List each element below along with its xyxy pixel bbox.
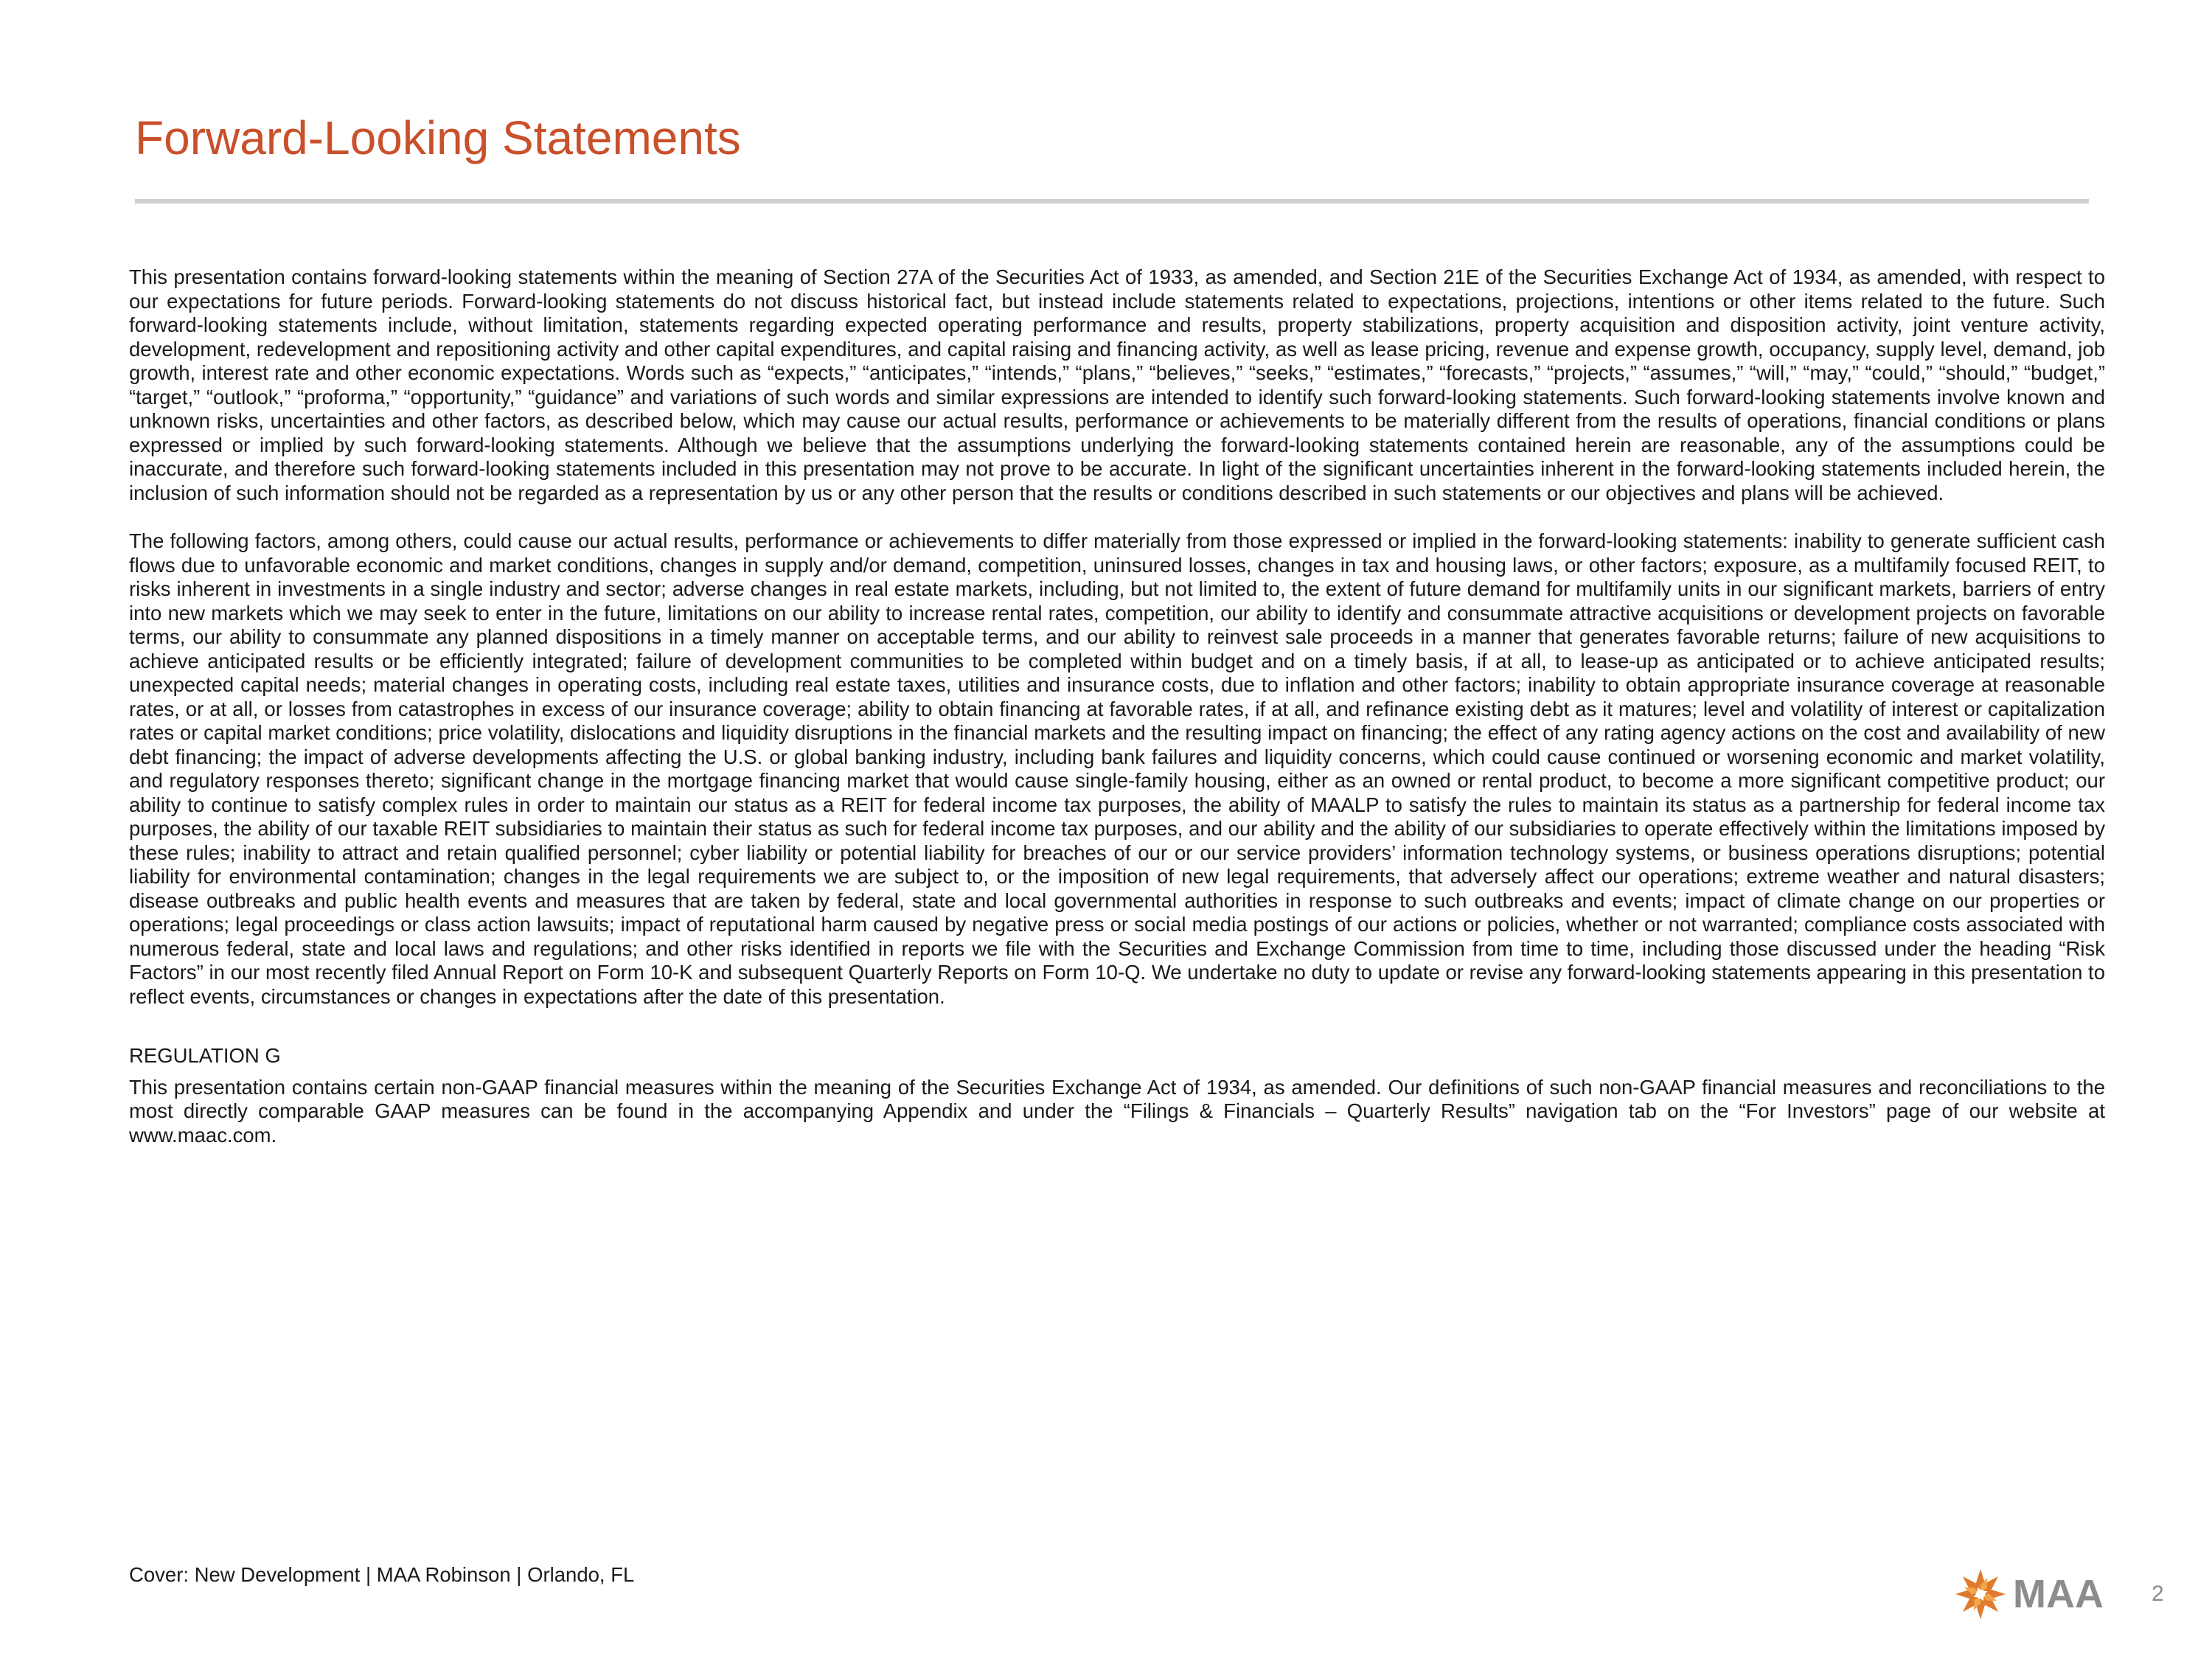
starburst-logo-icon xyxy=(1954,1565,2118,1624)
page-number: 2 xyxy=(2152,1582,2164,1606)
risk-factors-paragraph: The following factors, among others, could cause our actual results, performance or achievements to differ materially from those expressed or implied in the forward-looking statements: inability to generate sufficient cash flows due to unfavorable economic and market conditions, changes in supply and/or demand, competition, uninsured losses, changes in tax and housing laws, or other factors; exposure, as a multifamily focused REIT, to risks inherent in investments in a single industry and sector; adverse changes in real estate markets, including, but not limited to, the extent of future demand for multifamily units in our significant markets, barriers of entry into new markets which we may seek to enter in the future, limitations on our ability to increase rental rates, competition, our ability to identify and consummate attractive acquisitions or development projects on favorable terms, our ability to consummate any planned dispositions in a timely manner on acceptable terms, and our ability to reinvest sale proceeds in a manner that generates favorable returns; failure of new acquisitions to achieve anticipated results or be efficiently integrated; failure of development communities to be completed within budget and on a timely basis, if at all, to lease-up as anticipated or to achieve anticipated results; unexpected capital needs; material changes in operating costs, including real estate taxes, utilities and insurance costs, due to inflation and other factors; inability to obtain appropriate insurance coverage at reasonable rates, or at all, or losses from catastrophes in excess of our insurance coverage; ability to obtain financing at favorable rates, if at all, and refinance existing debt as it matures; level and volatility of interest or capitalization rates or capital market conditions; price volatility, dislocations and liquidity disruptions in the financial markets and the resulting impact on financing; the effect of any rating agency actions on the cost and availability of new debt financing; the impact of adverse developments affecting the U.S. or global banking industry, including bank failures and liquidity concerns, which could cause continued or worsening economic and market volatility, and regulatory responses thereto; significant change in the mortgage financing market that would cause single-family housing, either as an owned or rental product, to become a more significant competitive product; our ability to continue to satisfy complex rules in order to maintain our status as a REIT for federal income tax purposes, the ability of MAALP to satisfy the rules to maintain its status as a partnership for federal income tax purposes, the ability of our taxable REIT subsidiaries to maintain their status as such for federal income tax purposes, and our ability and the ability of our subsidiaries to operate effectively within the limitations imposed by these rules; inability to attract and retain qualified personnel; cyber liability or potential liability for breaches of our or our service providers’ information technology systems, or business operations disruptions; potential liability for environmental contamination; changes in the legal requirements we are subject to, or the imposition of new legal requirements, that adversely affect our operations; extreme weather and natural disasters; disease outbreaks and public health events and measures that are taken by federal, state and local governmental authorities in response to such outbreaks and events; impact of climate change on our properties or operations; legal proceedings or class action lawsuits; impact of reputational harm caused by negative press or social media postings of our actions or policies, whether or not warranted; compliance costs associated with numerous federal, state and local laws and regulations; and other risks identified in reports we file with the Securities and Exchange Commission from time to time, including those discussed under the heading “Risk Factors” in our most recently filed Annual Report on Form 10-K and subsequent Quarterly Reports on Form 10-Q. We undertake no duty to update or revise any forward-looking statements appearing in this presentation to reflect events, circumstances or changes in expectations after the date of this presentation. xyxy=(129,529,2105,1008)
content-body xyxy=(129,265,2105,1147)
intro-paragraph: This presentation contains forward-looking statements within the meaning of Section 27A of the Securities Act of 1933, as amended, and Section 21E of the Securities Exchange Act of 1934, as amended, with respect to our expectations for future periods. Forward-looking statements do not discuss historical fact, but instead include statements related to expectations, projections, intentions or other items related to the future. Such forward-looking statements include, without limitation, statements regarding expected operating performance and results, property stabilizations, property acquisition and disposition activity, joint venture activity, development, redevelopment and repositioning activity and other capital expenditures, and capital raising and financing activity, as well as lease pricing, revenue and expense growth, occupancy, supply level, demand, job growth, interest rate and other economic expectations. Words such as “expects,” “anticipates,” “intends,” “plans,” “believes,” “seeks,” “estimates,” “forecasts,” “projects,” “assumes,” “will,” “may,” “could,” “should,” “budget,” “target,” “outlook,” “proforma,” “opportunity,” “guidance” and variations of such words and similar expressions are intended to identify such forward-looking statements. Such forward-looking statements involve known and unknown risks, uncertainties and other factors, as described below, which may cause our actual results, performance or achievements to be materially different from the results of operations, financial conditions or plans expressed or implied by such forward-looking statements. Although we believe that the assumptions underlying the forward-looking statements contained herein are reasonable, any of the assumptions could be inaccurate, and therefore such forward-looking statements included in this presentation may not prove to be accurate. In light of the significant uncertainties inherent in the forward-looking statements included herein, the inclusion of such information should not be regarded as a representation by us or any other person that the results or conditions described in such statements or our objectives and plans will be achieved. xyxy=(129,265,2105,504)
logo-wordmark: MAA xyxy=(2013,1572,2104,1616)
regulation-g-paragraph: This presentation contains certain non-GAAP financial measures within the meaning of the Securities Exchange Act of 1934, as amended. Our definitions of such non-GAAP financial measures and reconciliations to the most directly comparable GAAP measures can be found in the accompanying Appendix and under the “Filings & Financials – Quarterly Results” navigation tab on the “For Investors” page of our website at www.maac.com. xyxy=(129,1075,2105,1147)
cover-caption: Cover: New Development | MAA Robinson | Orlando, FL xyxy=(129,1563,635,1586)
title-divider xyxy=(135,199,2089,204)
page-title: Forward-Looking Statements xyxy=(135,111,741,164)
regulation-g-heading: REGULATION G xyxy=(129,1044,281,1067)
maa-logo xyxy=(1954,1565,2118,1624)
